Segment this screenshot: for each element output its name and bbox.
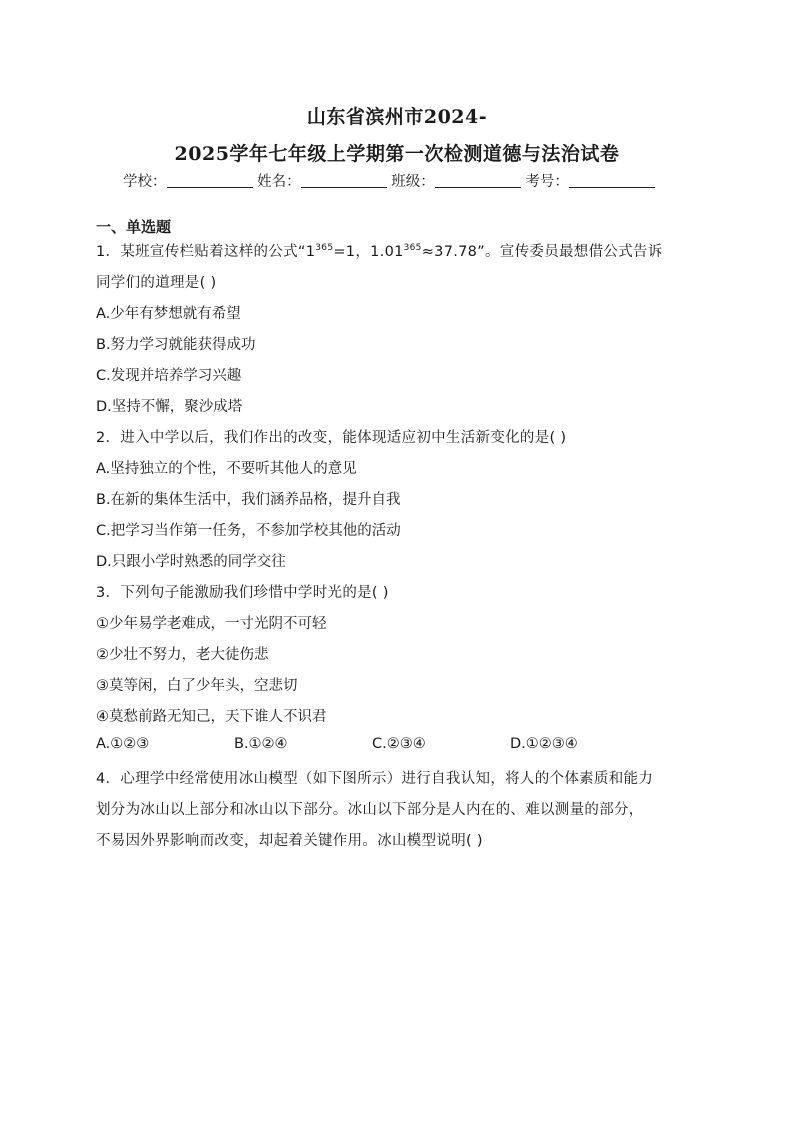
question-3-option-a[interactable]: A.①②③ (96, 736, 150, 752)
question-2-stem: 2．进入中学以后，我们作出的改变，能体现适应初中生活新变化的是( ) (96, 430, 567, 446)
question-3-option-d[interactable]: D.①②③④ (510, 736, 578, 752)
question-2-option-b[interactable]: B.在新的集体生活中，我们涵养品格，提升自我 (96, 492, 401, 508)
exam-title-line2: 2025学年七年级上学期第一次检测道德与法治试卷 (174, 143, 620, 165)
section-title: 一、单选题 (96, 218, 172, 236)
class-blank[interactable] (435, 173, 521, 188)
question-1-option-b[interactable]: B.努力学习就能获得成功 (96, 337, 256, 353)
name-blank[interactable] (301, 173, 387, 188)
question-2-option-d[interactable]: D.只跟小学时熟悉的同学交往 (96, 554, 286, 570)
question-4-stem-line1: 4．心理学中经常使用冰山模型（如下图所示）进行自我认知，将人的个体素质和能力 (96, 771, 654, 787)
name-label: 姓名： (257, 174, 301, 190)
question-3-options (96, 736, 648, 752)
question-4-stem-line2: 划分为冰山以上部分和冰山以下部分。冰山以下部分是人内在的、难以测量的部分， (96, 802, 644, 818)
exam-title-line1: 山东省滨州市2024- (306, 106, 488, 128)
school-label: 学校： (123, 174, 167, 190)
question-3-option-c[interactable]: C.②③④ (372, 736, 426, 752)
question-1-stem: 1．某班宣传栏贴着这样的公式“$1^{365}=1$，$1.01^{365}\approx 37.78$”。宣传委员最想借公式告诉 (96, 243, 663, 260)
question-3-item-3: ③莫等闲，白了少年头，空悲切 (96, 678, 298, 694)
exam-number-label: 考号： (525, 174, 569, 190)
question-3-option-b[interactable]: B.①②④ (234, 736, 288, 752)
question-1-stem-line2: 同学们的道理是( ) (96, 275, 217, 291)
question-3-item-4: ④莫愁前路无知己，天下谁人不识君 (96, 709, 327, 725)
question-2-option-c[interactable]: C.把学习当作第一任务，不参加学校其他的活动 (96, 523, 401, 539)
question-1-option-d[interactable]: D.坚持不懈，聚沙成塔 (96, 399, 243, 415)
class-label: 班级： (391, 174, 435, 190)
school-blank[interactable] (167, 173, 253, 188)
exam-number-blank[interactable] (569, 173, 655, 188)
question-2-option-a[interactable]: A.坚持独立的个性，不要听其他人的意见 (96, 461, 357, 477)
question-1-option-a[interactable]: A.少年有梦想就有希望 (96, 306, 241, 322)
question-4-stem-line3: 不易因外界影响而改变，却起着关键作用。冰山模型说明( ) (96, 833, 483, 849)
student-info-row (123, 170, 683, 191)
question-3-stem: 3．下列句子能激励我们珍惜中学时光的是( ) (96, 585, 389, 601)
question-1-option-c[interactable]: C.发现并培养学习兴趣 (96, 368, 242, 384)
question-3-item-2: ②少壮不努力，老大徒伤悲 (96, 647, 269, 663)
question-3-item-1: ①少年易学老难成，一寸光阴不可轻 (96, 616, 327, 632)
